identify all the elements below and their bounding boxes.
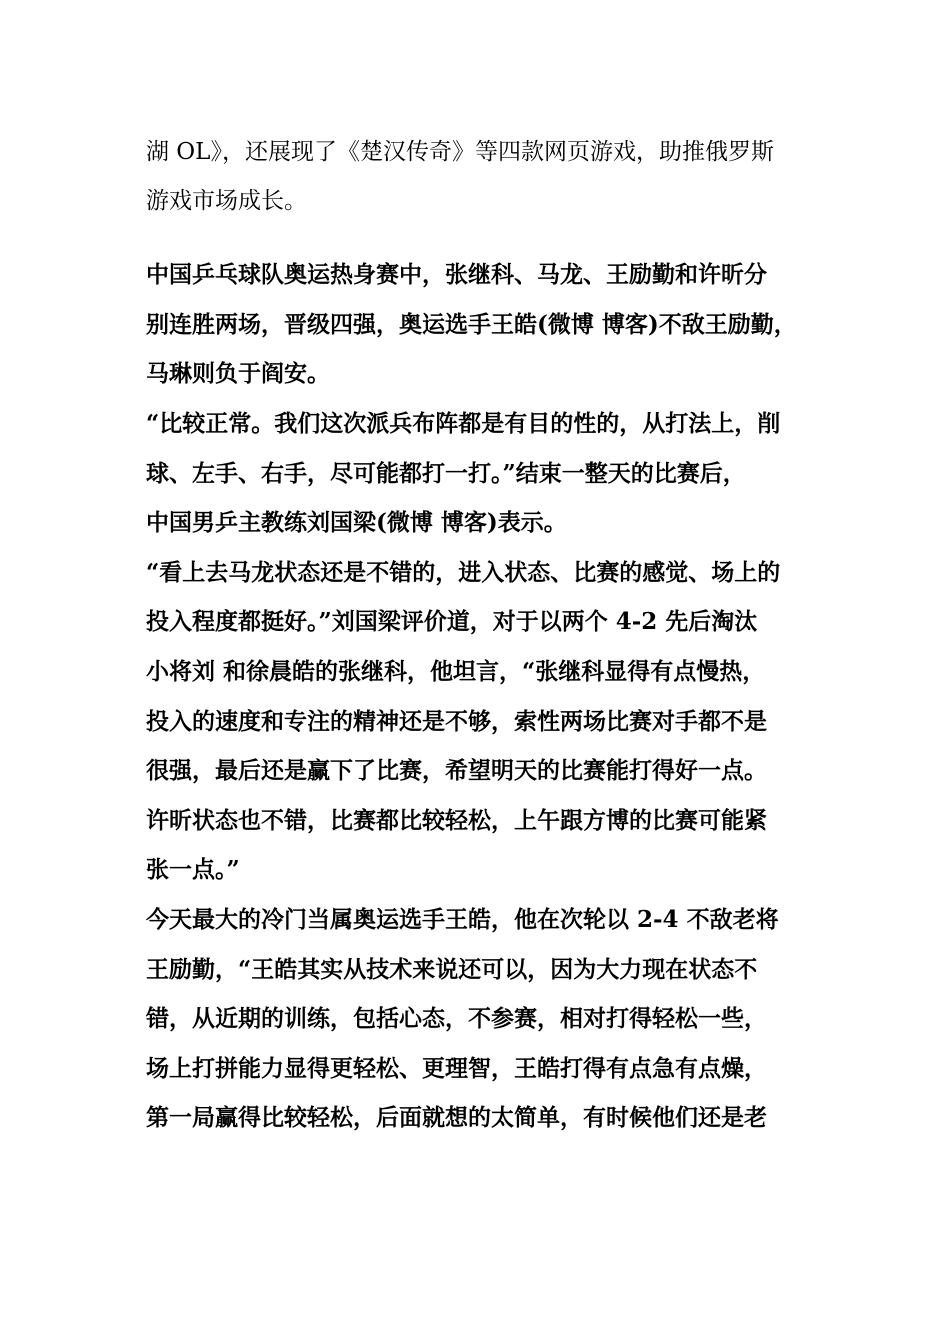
- text-line: 投入程度都挺好。”刘国梁评价道，对于以两个 4-2 先后淘汰: [146, 608, 758, 635]
- text-line: 中国男乒主教练刘国梁(微博 博客)表示。: [146, 509, 567, 536]
- text-line: 马琳则负于阎安。: [146, 360, 330, 387]
- text-line: 湖 OL》，还展现了《楚汉传奇》等四款网页游戏，助推俄罗斯: [146, 139, 774, 165]
- text-line: 场上打拼能力显得更轻松、更理智，王皓打得有点急有点燥，: [146, 1055, 767, 1082]
- text-line: “比较正常。我们这次派兵布阵都是有目的性的，从打法上，削: [146, 410, 781, 437]
- text-line: 第一局赢得比较轻松，后面就想的太简单，有时候他们还是老: [146, 1104, 767, 1131]
- text-line: 错，从近期的训练，包括心态，不参赛，相对打得轻松一些，: [146, 1005, 767, 1032]
- text-line: 张一点。”: [146, 856, 240, 883]
- text-line: 游戏市场成长。: [146, 188, 307, 214]
- text-line: 许昕状态也不错，比赛都比较轻松，上午跟方博的比赛可能紧: [146, 807, 767, 834]
- text-line: 小将刘 和徐晨皓的张继科，他坦言，“张继科显得有点慢热，: [146, 658, 766, 685]
- text-line: 球、左手、右手，尽可能都打一打。”结束一整天的比赛后，: [146, 460, 746, 487]
- text-line: 王励勤，“王皓其实从技术来说还可以，因为大力现在状态不: [146, 956, 758, 983]
- text-line: 很强，最后还是赢下了比赛，希望明天的比赛能打得好一点。: [146, 757, 767, 784]
- text-line: 中国乒乓球队奥运热身赛中，张继科、马龙、王励勤和许昕分: [146, 261, 767, 288]
- text-line: 今天最大的冷门当属奥运选手王皓，他在次轮以 2-4 不敌老将: [146, 906, 779, 933]
- text-line: 别连胜两场，晋级四强，奥运选手王皓(微博 博客)不敌王励勤，: [146, 311, 797, 338]
- text-line: 投入的速度和专注的精神还是不够，索性两场比赛对手都不是: [146, 708, 767, 735]
- text-line: “看上去马龙状态还是不错的，进入状态、比赛的感觉、场上的: [146, 559, 781, 586]
